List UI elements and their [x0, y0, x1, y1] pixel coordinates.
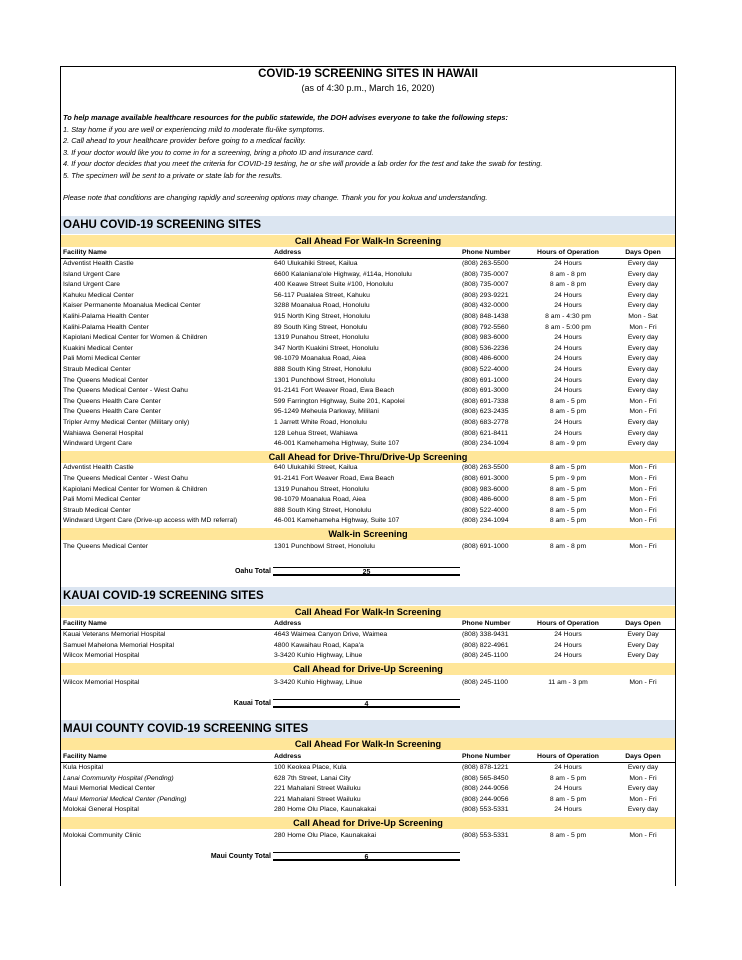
days-cell: Mon - Fri	[629, 485, 657, 493]
hours-cell: 8 am - 4:30 pm	[545, 313, 591, 320]
table-row	[61, 323, 675, 334]
address-cell: 888 South King Street, Honolulu	[274, 366, 372, 373]
facility-name-cell: The Queens Medical Center - West Oahu	[63, 387, 188, 395]
days-cell: Every day	[627, 334, 659, 342]
phone-cell: (808) 432-0000	[462, 302, 509, 310]
advisory-step: 4. If your doctor decides that you meet the criteria for COVID-19 testing, he or she will provide a lab order for the test and take the swab for testing.	[63, 159, 543, 169]
hours-cell: 8 am - 5 pm	[549, 485, 587, 493]
facility-name-cell: Straub Medical Center	[63, 506, 131, 514]
phone-cell: (808) 522-4000	[462, 366, 509, 373]
address-cell: 91-2141 Fort Weaver Road, Ewa Beach	[274, 474, 395, 482]
address-cell: 1319 Punahou Street, Honolulu	[274, 334, 369, 342]
hours-cell: 8 am - 5 pm	[549, 397, 587, 405]
column-header-row	[61, 752, 675, 763]
facility-name-cell: Lanai Community Hospital (Pending)	[63, 774, 174, 782]
address-cell: 95-1249 Meheula Parkway, Mililani	[274, 408, 379, 416]
total-label: Kauai Total	[233, 700, 271, 707]
table-row	[61, 312, 675, 323]
days-cell: Every day	[627, 344, 659, 352]
column-header-row	[61, 248, 675, 259]
table-row	[61, 301, 675, 312]
hours-cell: 24 Hours	[554, 764, 582, 771]
address-cell: 3288 Moanalua Road, Honolulu	[274, 302, 370, 310]
table-row	[61, 630, 675, 641]
facility-name-cell: Windward Urgent Care (Drive-up access with MD referral)	[63, 517, 238, 525]
days-cell: Every day	[627, 429, 659, 437]
days-cell: Mon - Fri	[629, 795, 657, 803]
col-facility-name: Facility Name	[63, 753, 107, 760]
advisory-step: 3. If your doctor would like you to come in for a screening, bring a photo ID and insurance card.	[63, 147, 374, 157]
facility-name-cell: Kuakini Medical Center	[63, 344, 133, 352]
address-cell: 628 7th Street, Lanai City	[274, 774, 351, 782]
col-days: Days Open	[625, 753, 661, 760]
address-cell: 89 South King Street, Honolulu	[274, 323, 368, 331]
hours-cell: 8 am - 5 pm	[549, 517, 587, 525]
phone-cell: (808) 565-8450	[462, 774, 509, 782]
table-row	[61, 463, 675, 474]
advisory-lead: To help manage available healthcare resources for the public statewide, the DOH advises everyone to take the following steps:	[63, 113, 508, 122]
phone-cell: (808) 792-5560	[462, 323, 509, 331]
days-cell: Mon - Fri	[629, 678, 657, 686]
phone-cell: (808) 691-3000	[462, 387, 509, 395]
days-cell: Every day	[627, 806, 659, 814]
facility-name-cell: Wahiawa General Hospital	[63, 429, 144, 437]
facility-name-cell: Maui Memorial Medical Center	[63, 785, 156, 793]
days-cell: Every day	[627, 387, 659, 395]
address-cell: 3-3420 Kuhio Highway, Lihue	[274, 678, 363, 686]
address-cell: 46-001 Kamehameha Highway, Suite 107	[274, 517, 400, 525]
phone-cell: (808) 848-1438	[462, 313, 509, 320]
hours-cell: 24 Hours	[554, 429, 582, 437]
days-cell: Every day	[627, 366, 659, 373]
hours-cell: 24 Hours	[554, 652, 582, 660]
table-row	[61, 542, 675, 553]
facility-name-cell: Island Urgent Care	[63, 281, 121, 289]
facility-name-cell: Kauai Veterans Memorial Hospital	[63, 631, 166, 638]
hours-cell: 24 Hours	[554, 419, 582, 426]
days-cell: Mon - Fri	[629, 517, 657, 525]
hours-cell: 24 Hours	[554, 785, 582, 793]
hours-cell: 8 am - 5 pm	[549, 464, 587, 472]
facility-name-cell: Kahuku Medical Center	[63, 291, 134, 299]
facility-name-cell: Maui Memorial Medical Center (Pending)	[63, 795, 187, 803]
col-address: Address	[274, 753, 302, 760]
phone-cell: (808) 621-8411	[462, 429, 508, 437]
table-row	[61, 678, 675, 689]
address-cell: 1319 Punahou Street, Honolulu	[274, 485, 369, 493]
facility-name-cell: Kalihi-Palama Health Center	[63, 323, 149, 331]
table-row	[61, 386, 675, 397]
total-label: Oahu Total	[234, 568, 271, 575]
table-row	[61, 805, 675, 816]
col-address: Address	[274, 249, 302, 256]
facility-name-cell: Island Urgent Care	[63, 270, 121, 278]
days-cell: Every day	[627, 355, 659, 363]
screening-type-band: Call Ahead For Walk-In Screening	[61, 738, 675, 750]
hours-cell: 8 am - 5 pm	[549, 774, 587, 782]
address-cell: 280 Home Olu Place, Kaunakakai	[274, 806, 377, 814]
facility-name-cell: Wilcox Memorial Hospital	[63, 678, 140, 686]
document-subtitle: (as of 4:30 p.m., March 16, 2020)	[301, 83, 435, 93]
table-row	[61, 506, 675, 517]
days-cell: Mon - Fri	[629, 474, 657, 482]
phone-cell: (808) 735-0007	[462, 281, 509, 289]
table-row	[61, 641, 675, 652]
address-cell: 400 Keawe Street Suite #100, Honolulu	[274, 281, 394, 289]
phone-cell: (808) 245-1100	[462, 678, 508, 686]
address-cell: 347 North Kuakini Street, Honolulu	[274, 344, 379, 352]
col-phone: Phone Number	[462, 753, 511, 760]
days-cell: Every day	[627, 376, 659, 384]
hours-cell: 11 am - 3 pm	[548, 678, 588, 686]
col-hours: Hours of Operation	[537, 249, 599, 256]
phone-cell: (808) 263-5500	[462, 260, 509, 267]
table-row	[61, 365, 675, 376]
days-cell: Every day	[627, 291, 659, 299]
document-title: COVID-19 SCREENING SITES IN HAWAII	[258, 68, 478, 80]
table-row	[61, 418, 675, 429]
facility-name-cell: Windward Urgent Care	[63, 440, 133, 448]
address-cell: 915 North King Street, Honolulu	[274, 313, 370, 320]
table-row	[61, 407, 675, 418]
days-cell: Every day	[627, 270, 659, 278]
hours-cell: 24 Hours	[554, 631, 582, 638]
total-value: 25	[273, 567, 460, 576]
section-heading-oahu: OAHU COVID-19 SCREENING SITES	[61, 216, 675, 234]
days-cell: Every day	[627, 281, 659, 289]
column-header-row	[61, 619, 675, 630]
address-cell: 98-1079 Moanalua Road, Aiea	[274, 496, 366, 504]
phone-cell: (808) 234-1094	[462, 517, 509, 525]
table-row	[61, 397, 675, 408]
total-value: 4	[273, 699, 460, 708]
days-cell: Every Day	[627, 652, 659, 660]
total-value: 6	[273, 852, 460, 861]
days-cell: Mon - Fri	[629, 543, 657, 551]
address-cell: 1 Jarrett White Road, Honolulu	[274, 419, 367, 426]
phone-cell: (808) 245-1100	[462, 652, 508, 660]
phone-cell: (808) 691-3000	[462, 474, 509, 482]
phone-cell: (808) 486-6000	[462, 496, 509, 504]
address-cell: 100 Keokea Place, Kula	[274, 764, 347, 771]
facility-name-cell: Pali Momi Medical Center	[63, 355, 141, 363]
facility-name-cell: Kaiser Permanente Moanalua Medical Center	[63, 302, 201, 310]
days-cell: Mon - Fri	[629, 464, 657, 472]
days-cell: Mon - Fri	[629, 496, 657, 504]
address-cell: 98-1079 Moanalua Road, Aiea	[274, 355, 366, 363]
hours-cell: 8 am - 5:00 pm	[545, 323, 591, 331]
screening-type-band: Call Ahead For Walk-In Screening	[61, 606, 675, 618]
phone-cell: (808) 553-5331	[462, 831, 509, 839]
hours-cell: 8 am - 8 pm	[549, 281, 587, 289]
address-cell: 128 Lehua Street, Wahiawa	[274, 429, 358, 437]
table-row	[61, 495, 675, 506]
facility-name-cell: The Queens Health Care Center	[63, 408, 161, 416]
phone-cell: (808) 234-1094	[462, 440, 509, 448]
facility-name-cell: The Queens Medical Center - West Oahu	[63, 474, 188, 482]
phone-cell: (808) 691-1000	[462, 543, 509, 551]
advisory-step: 1. Stay home if you are well or experiencing mild to moderate flu-like symptoms.	[63, 124, 325, 134]
hours-cell: 24 Hours	[554, 641, 582, 649]
address-cell: 3-3420 Kuhio Highway, Lihue	[274, 652, 363, 660]
table-row	[61, 516, 675, 527]
days-cell: Every day	[627, 440, 659, 448]
screening-type-band: Call Ahead for Drive-Up Screening	[61, 817, 675, 829]
address-cell: 1301 Punchbowl Street, Honolulu	[274, 376, 375, 384]
col-days: Days Open	[625, 620, 661, 627]
hours-cell: 8 am - 5 pm	[549, 496, 587, 504]
col-facility-name: Facility Name	[63, 620, 107, 627]
facility-name-cell: Adventist Health Castle	[63, 260, 134, 267]
hours-cell: 8 am - 5 pm	[549, 408, 587, 416]
days-cell: Mon - Fri	[629, 831, 657, 839]
phone-cell: (808) 244-9056	[462, 795, 509, 803]
col-days: Days Open	[625, 249, 661, 256]
address-cell: 4800 Kawaihau Road, Kapa'a	[274, 641, 364, 649]
hours-cell: 8 am - 8 pm	[549, 543, 587, 551]
facility-name-cell: Molokai Community Clinic	[63, 831, 142, 839]
table-row	[61, 784, 675, 795]
table-row	[61, 774, 675, 785]
hours-cell: 8 am - 5 pm	[549, 831, 587, 839]
address-cell: 4643 Waimea Canyon Drive, Waimea	[274, 631, 388, 638]
col-hours: Hours of Operation	[537, 753, 599, 760]
hours-cell: 24 Hours	[554, 387, 582, 395]
phone-cell: (808) 536-2236	[462, 344, 509, 352]
hours-cell: 24 Hours	[554, 806, 582, 814]
screening-type-band: Call Ahead for Drive-Thru/Drive-Up Screening	[61, 451, 675, 463]
table-row	[61, 763, 675, 774]
days-cell: Mon - Fri	[629, 397, 657, 405]
phone-cell: (808) 244-9056	[462, 785, 509, 793]
screening-type-band: Call Ahead for Drive-Up Screening	[61, 663, 675, 675]
days-cell: Every Day	[627, 631, 659, 638]
facility-name-cell: Kapiolani Medical Center for Women & Children	[63, 334, 208, 342]
table-row	[61, 651, 675, 662]
table-row	[61, 376, 675, 387]
screening-type-band: Walk-in Screening	[61, 528, 675, 540]
address-cell: 640 Ulukahiki Street, Kailua	[274, 260, 358, 267]
phone-cell: (808) 983-6000	[462, 485, 509, 493]
table-row	[61, 344, 675, 355]
table-row	[61, 439, 675, 450]
advisory-intro	[63, 112, 673, 182]
hours-cell: 8 am - 5 pm	[549, 795, 587, 803]
hours-cell: 8 am - 5 pm	[549, 506, 587, 514]
phone-cell: (808) 983-6000	[462, 334, 509, 342]
hours-cell: 24 Hours	[554, 366, 582, 373]
days-cell: Every Day	[627, 641, 659, 649]
phone-cell: (808) 683-2778	[462, 419, 509, 426]
table-row	[61, 474, 675, 485]
facility-name-cell: The Queens Medical Center	[63, 376, 149, 384]
address-cell: 221 Mahalani Street Wailuku	[274, 785, 361, 793]
col-facility-name: Facility Name	[63, 249, 107, 256]
phone-cell: (808) 263-5500	[462, 464, 509, 472]
table-row	[61, 291, 675, 302]
address-cell: 1301 Punchbowl Street, Honolulu	[274, 543, 375, 551]
hours-cell: 24 Hours	[554, 376, 582, 384]
facility-name-cell: Straub Medical Center	[63, 366, 131, 373]
hours-cell: 8 am - 8 pm	[549, 270, 587, 278]
facility-name-cell: Kapiolani Medical Center for Women & Children	[63, 485, 208, 493]
days-cell: Every day	[627, 260, 659, 267]
days-cell: Every day	[627, 764, 659, 771]
table-row	[61, 429, 675, 440]
phone-cell: (808) 293-9221	[462, 291, 509, 299]
days-cell: Mon - Fri	[629, 323, 657, 331]
facility-name-cell: Samuel Mahelona Memorial Hospital	[63, 641, 175, 649]
address-cell: 640 Ulukahiki Street, Kailua	[274, 464, 358, 472]
hours-cell: 5 pm - 9 pm	[549, 474, 587, 482]
days-cell: Every day	[627, 419, 659, 426]
table-row	[61, 270, 675, 281]
total-label: Maui County Total	[210, 853, 271, 860]
address-cell: 46-001 Kamehameha Highway, Suite 107	[274, 440, 400, 448]
table-row	[61, 259, 675, 270]
days-cell: Every day	[627, 302, 659, 310]
col-phone: Phone Number	[462, 620, 511, 627]
facility-name-cell: Tripler Army Medical Center (Military only)	[63, 419, 190, 426]
days-cell: Mon - Fri	[629, 506, 657, 514]
table-row	[61, 354, 675, 365]
phone-cell: (808) 522-4000	[462, 506, 509, 514]
document-frame	[60, 66, 676, 886]
address-cell: 599 Farrington Highway, Suite 201, Kapolei	[274, 397, 405, 405]
hours-cell: 24 Hours	[554, 291, 582, 299]
facility-name-cell: Kula Hospital	[63, 764, 104, 771]
table-row	[61, 485, 675, 496]
section-heading-kauai: KAUAI COVID-19 SCREENING SITES	[61, 587, 675, 605]
facility-name-cell: The Queens Medical Center	[63, 543, 149, 551]
phone-cell: (808) 822-4961	[462, 641, 509, 649]
days-cell: Mon - Fri	[629, 774, 657, 782]
advisory-step: 2. Call ahead to your healthcare provider before going to a medical facility.	[63, 136, 306, 146]
phone-cell: (808) 338-9431	[462, 631, 509, 638]
col-address: Address	[274, 620, 302, 627]
facility-name-cell: Adventist Health Castle	[63, 464, 134, 472]
phone-cell: (808) 553-5331	[462, 806, 509, 814]
address-cell: 280 Home Olu Place, Kaunakakai	[274, 831, 377, 839]
facility-name-cell: Pali Momi Medical Center	[63, 496, 141, 504]
phone-cell: (808) 486-6000	[462, 355, 509, 363]
address-cell: 56-117 Pualalea Street, Kahuku	[274, 291, 370, 299]
hours-cell: 24 Hours	[554, 260, 582, 267]
hours-cell: 24 Hours	[554, 334, 582, 342]
col-hours: Hours of Operation	[537, 620, 599, 627]
days-cell: Mon - Sat	[628, 313, 658, 320]
advisory-note: Please note that conditions are changing rapidly and screening options may change. Thank you for you kokua and understanding.	[63, 193, 488, 202]
address-cell: 221 Mahalani Street Wailuku	[274, 795, 361, 803]
days-cell: Every day	[627, 785, 659, 793]
phone-cell: (808) 878-1221	[462, 764, 509, 771]
address-cell: 6600 Kalaniana'ole Highway, #114a, Honolulu	[274, 270, 412, 278]
table-row	[61, 831, 675, 842]
table-row	[61, 280, 675, 291]
screening-type-band: Call Ahead For Walk-In Screening	[61, 235, 675, 247]
hours-cell: 8 am - 9 pm	[549, 440, 587, 448]
table-row	[61, 333, 675, 344]
hours-cell: 24 Hours	[554, 344, 582, 352]
col-phone: Phone Number	[462, 249, 511, 256]
phone-cell: (808) 691-7338	[462, 397, 509, 405]
phone-cell: (808) 735-0007	[462, 270, 509, 278]
phone-cell: (808) 691-1000	[462, 376, 509, 384]
facility-name-cell: The Queens Health Care Center	[63, 397, 161, 405]
address-cell: 91-2141 Fort Weaver Road, Ewa Beach	[274, 387, 395, 395]
section-heading-maui: MAUI COUNTY COVID-19 SCREENING SITES	[61, 720, 675, 738]
hours-cell: 24 Hours	[554, 302, 582, 310]
days-cell: Mon - Fri	[629, 408, 657, 416]
facility-name-cell: Molokai General Hospital	[63, 806, 139, 814]
table-row	[61, 795, 675, 806]
facility-name-cell: Kalihi-Palama Health Center	[63, 313, 149, 320]
address-cell: 888 South King Street, Honolulu	[274, 506, 372, 514]
phone-cell: (808) 623-2435	[462, 408, 509, 416]
hours-cell: 24 Hours	[554, 355, 582, 363]
facility-name-cell: Wilcox Memorial Hospital	[63, 652, 140, 660]
advisory-step: 5. The specimen will be sent to a private or state lab for the results.	[63, 170, 283, 180]
